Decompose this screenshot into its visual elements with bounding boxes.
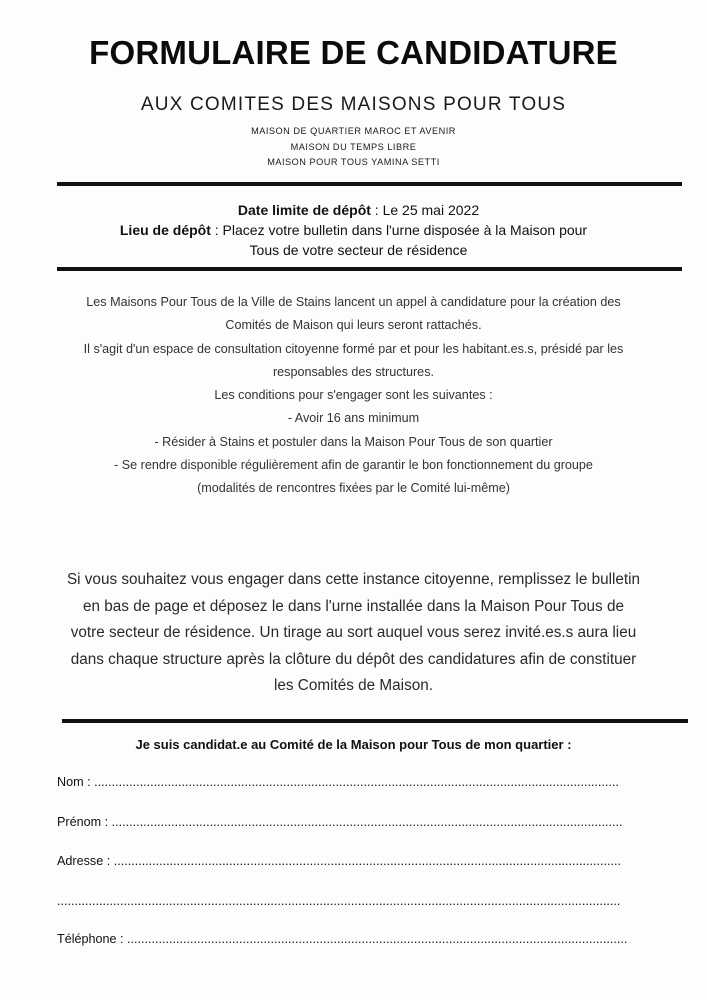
- nom-field[interactable]: Nom : ......................................................................................................................................................: [57, 775, 619, 789]
- intro-line: responsables des structures.: [272, 364, 434, 379]
- prenom-field[interactable]: Prénom : ..................................................................................................................................................: [57, 815, 623, 829]
- house-name: MAISON DE QUARTIER MAROC ET AVENIR: [251, 126, 456, 136]
- intro-text: [40, 291, 667, 501]
- intro-line: (modalités de rencontres fixées par le Comité lui-même): [197, 481, 510, 496]
- form-subtitle: AUX COMITES DES MAISONS POUR TOUS: [140, 94, 567, 115]
- intro-line: - Avoir 16 ans minimum: [287, 411, 420, 426]
- telephone-field[interactable]: Téléphone : ...............................................................................................................................................: [57, 932, 628, 946]
- adresse-field[interactable]: Adresse : .................................................................................................................................................: [57, 854, 622, 868]
- candidacy-heading: Je suis candidat.e au Comité de la Maison pour Tous de mon quartier :: [135, 737, 572, 752]
- engage-line: Si vous souhaitez vous engager dans cette instance citoyenne, remplissez le bulletin: [66, 571, 641, 588]
- engage-line: votre secteur de résidence. Un tirage au sort auquel vous serez invité.es.s aura lieu: [70, 624, 637, 641]
- intro-line: - Résider à Stains et postuler dans la Maison Pour Tous de son quartier: [154, 434, 553, 449]
- houses-list: [0, 124, 707, 171]
- intro-line: Les conditions pour s'engager sont les suivantes :: [214, 388, 493, 403]
- intro-line: Il s'agit d'un espace de consultation citoyenne formé par et pour les habitant.es.s, présidé par les: [83, 341, 624, 356]
- deadline-date-label: Date limite de dépôt: [237, 202, 371, 218]
- intro-line: Comités de Maison qui leurs seront rattachés.: [225, 318, 482, 333]
- middle-divider: [57, 267, 682, 271]
- deadline-place-label: Lieu de dépôt: [119, 222, 211, 238]
- form-title: FORMULAIRE DE CANDIDATURE: [89, 34, 618, 71]
- intro-line: - Se rendre disponible régulièrement afin de garantir le bon fonctionnement du groupe: [114, 458, 593, 473]
- intro-line: Les Maisons Pour Tous de la Ville de Stains lancent un appel à candidature pour la création des: [86, 295, 621, 309]
- house-name: MAISON POUR TOUS YAMINA SETTI: [267, 157, 440, 167]
- deadline-place-value-cont: Tous de votre secteur de résidence: [249, 242, 468, 258]
- adresse-continued-field[interactable]: .................................................................................................................................................................: [57, 894, 621, 908]
- top-divider: [57, 182, 682, 186]
- deadline-block: [0, 200, 707, 260]
- engage-line: dans chaque structure après la clôture du dépôt des candidatures afin de constituer: [70, 650, 637, 668]
- engagement-text: [40, 567, 667, 700]
- engage-line: en bas de page et déposez le dans l'urne installée dans la Maison Pour Tous de: [83, 597, 624, 615]
- form-divider: [62, 719, 688, 723]
- engage-line: les Comités de Maison.: [274, 677, 433, 694]
- deadline-date-value: : Le 25 mai 2022: [370, 202, 480, 218]
- deadline-place-value: : Placez votre bulletin dans l'urne disposée à la Maison pour: [210, 222, 588, 238]
- house-name: MAISON DU TEMPS LIBRE: [290, 141, 417, 152]
